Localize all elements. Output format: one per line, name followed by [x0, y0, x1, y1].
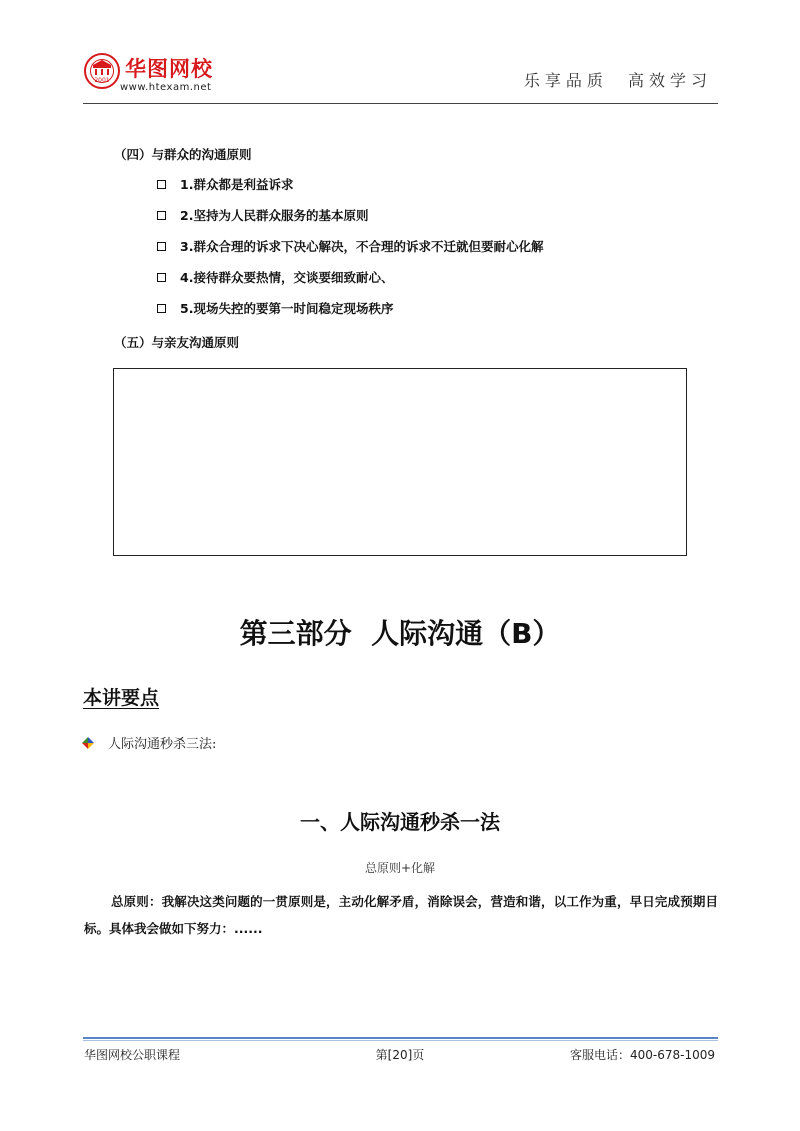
- footer-course-name: 华图网校公职课程: [84, 1048, 181, 1062]
- logo-text: 华图网校: [125, 57, 213, 81]
- logo-seal-year: 2001: [94, 77, 110, 84]
- list-item-text: 1.群众都是利益诉求: [180, 177, 294, 192]
- part-title: 第三部分 人际沟通（B）: [239, 617, 561, 650]
- list-item-text: 4.接待群众要热情，交谈要细致耐心、: [180, 270, 394, 285]
- checkbox-icon: [157, 211, 166, 220]
- key-points-bullet: [82, 733, 216, 752]
- section-4-heading: （四）与群众的沟通原则: [114, 147, 252, 162]
- notes-box: [113, 368, 687, 556]
- list-item: [157, 269, 393, 285]
- footer-divider: [83, 1037, 718, 1039]
- section-5-heading: （五）与亲友沟通原则: [114, 335, 240, 350]
- checkbox-icon: [157, 273, 166, 282]
- bullet-diamond-icon: [82, 737, 94, 749]
- list-item-text: 5.现场失控的要第一时间稳定现场秩序: [180, 301, 394, 316]
- method-1-caption: 总原则+化解: [364, 861, 436, 875]
- checkbox-icon: [157, 242, 166, 251]
- footer-hotline: 客服电话：400-678-1009: [569, 1048, 715, 1062]
- brand-logo[interactable]: [83, 50, 233, 100]
- method-1-paragraph: 总原则：我解决这类问题的一贯原则是，主动化解矛盾，消除误会，营造和谐，以工作为重，早日完成预期目标。具体我会做如下努力：......: [84, 894, 718, 936]
- checkbox-icon: [157, 180, 166, 189]
- footer-divider-secondary: [83, 1040, 718, 1041]
- key-points-heading: 本讲要点: [83, 687, 160, 709]
- logo-url: www.htexam.net: [120, 82, 212, 93]
- list-item-text: 2.坚持为人民群众服务的基本原则: [180, 208, 369, 223]
- list-item: [157, 207, 368, 223]
- page-header: [83, 50, 718, 104]
- header-slogan: 乐享品质 高效学习: [523, 71, 712, 90]
- logo-seal-icon: [83, 52, 121, 90]
- method-1-title: 一、人际沟通秒杀一法: [300, 810, 500, 834]
- checkbox-icon: [157, 304, 166, 313]
- page-number: 第[20]页: [375, 1048, 425, 1062]
- list-item: [157, 300, 393, 316]
- list-item: [157, 238, 543, 254]
- header-divider: [83, 103, 718, 104]
- list-item-text: 3.群众合理的诉求下决心解决，不合理的诉求不迁就但要耐心化解: [180, 239, 544, 254]
- bullet-text: 人际沟通秒杀三法:: [108, 737, 217, 752]
- list-item: [157, 176, 293, 192]
